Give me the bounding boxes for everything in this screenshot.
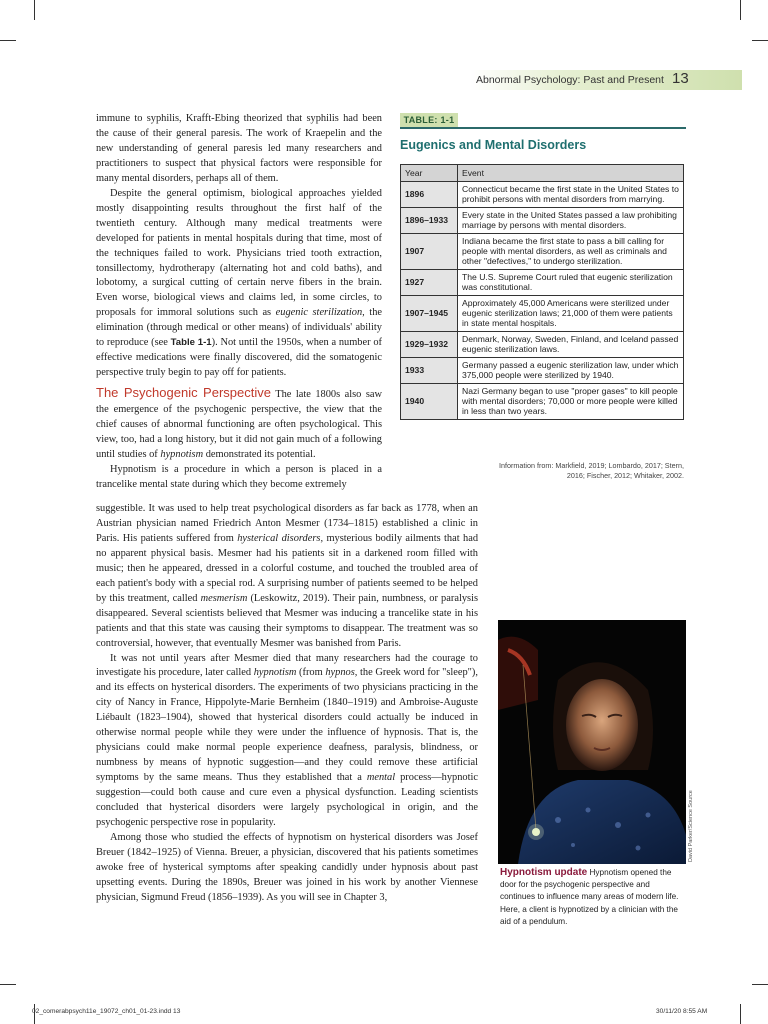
crop-mark [0, 40, 16, 41]
year-cell: 1907 [401, 233, 458, 269]
text-run: demonstrated its potential. [203, 448, 316, 460]
table-row [401, 269, 684, 295]
paragraph: Hypnotism is a procedure in which a person is placed in a trancelike mental state during which they become extremely [96, 463, 382, 490]
event-cell: The U.S. Supreme Court ruled that eugenic sterilization was constitutional. [458, 269, 684, 295]
text-emphasis: mesmerism [200, 592, 248, 604]
paragraph [96, 502, 478, 652]
event-cell: Every state in the United States passed a law prohibiting marriage by persons with mental disorders. [458, 207, 684, 233]
text-emphasis: hypnotism [253, 667, 297, 679]
left-column [96, 112, 382, 493]
crop-mark [0, 984, 16, 985]
text-run: ). Not until the 1950s, when a number of effective medications were finally discovered, did the somatogenic perspective truly begin to pay off for patients. [96, 337, 382, 379]
photo-illustration [498, 620, 686, 864]
photo-caption [500, 867, 686, 928]
table-row [401, 207, 684, 233]
text-run: process—hypnotic suggestion—could both cause and cure even a physical dysfunction. Leading scientists concluded that hysterical disorders were largely psychological in origin, and the psychogenic perspective rose in popularity. [96, 772, 479, 829]
table-header-row [401, 165, 684, 182]
text-run: Despite the general optimism, biological approaches yielded mostly disappointing results throughout the first half of the twentieth century. Although many medical treatments were developed for patients in mental hospitals during that time, most of the techniques failed to work. Physicians tried tooth extraction, tonsillectomy, hydrotherapy (alternating hot and cold baths), and lobotomy, a surgical cutting of certain nerve fibers in the brain. Even worse, biological views and claims led, in some circles, to proposals for immoral solutions such as [96, 187, 382, 319]
table-row [401, 295, 684, 331]
column-header-event: Event [458, 165, 684, 182]
crop-mark [740, 1004, 741, 1024]
text-emphasis: hypnos, [325, 667, 358, 679]
table-title: Eugenics and Mental Disorders [400, 138, 587, 152]
file-slug: 02_comerabpsych11e_19072_ch01_01-23.indd 13 [32, 1008, 181, 1015]
paragraph [96, 652, 478, 831]
text-run: (from [296, 667, 326, 679]
table-row [401, 331, 684, 357]
section-heading: The Psychogenic Perspective [96, 385, 271, 401]
year-cell: 1929–1932 [401, 331, 458, 357]
crop-mark [740, 0, 741, 20]
text-run: the elimination (through medical or other means) of individuals' ability to reproduce (see [96, 307, 383, 349]
table-row [401, 357, 684, 383]
event-cell: Germany passed a eugenic sterilization law, under which 375,000 people were sterilized by 1940. [458, 357, 684, 383]
paragraph: immune to syphilis, Krafft-Ebing theorized that syphilis had been the cause of their general paresis. The work of Kraepelin and the new understanding of general paresis led many researchers and practitioners to suspect that physical factors were responsible for many mental disorders, perhaps all of them. [96, 113, 382, 184]
table-reference: Table 1-1 [170, 337, 212, 349]
text-emphasis: hysterical disorders, [237, 532, 324, 544]
text-run: The late 1800s also saw the emergence of the psychogenic perspective, the view that the chief causes of abnormal functioning are often psychological. This view, too, had a long history, but it did not gain much of a following until studies of [96, 389, 382, 460]
year-cell: 1896 [401, 182, 458, 208]
paragraph [96, 386, 382, 463]
event-cell: Approximately 45,000 Americans were sterilized under eugenic sterilization laws; 21,000 of them were patients in state mental hospitals. [458, 295, 684, 331]
text-emphasis: hypnotism [160, 448, 204, 460]
column-header-year: Year [401, 165, 458, 182]
crop-mark [752, 40, 768, 41]
paragraph: Among those who studied the effects of hypnotism on hysterical disorders was Josef Breuer (1842–1925) of Vienna. Breuer, a physician, discovered that his patients sometimes awoke free of hysterical symptoms after speaking candidly under hypnosis about past upsetting events. During the 1890s, Breuer was joined in his work by another Viennese physician, Sigmund Freud (1856–1939). As you will see in Chapter 3, [96, 831, 478, 903]
table-rule [400, 127, 686, 129]
event-cell: Connecticut became the first state in the United States to prohibit persons with mental disorders from marrying. [458, 182, 684, 208]
text-run: (Leskowitz, 2019). Their pain, numbness, or paralysis disappeared. Several scientists believed that Mesmer was inducing a trancelike state in his patients and that this state was causing their symptoms to disappear. The treatment was so controversial, however, that eventually Mesmer was banished from Paris. [96, 592, 478, 649]
running-head: Abnormal Psychology: Past and Present [476, 74, 664, 86]
full-column [96, 502, 478, 906]
date-slug: 30/11/20 8:55 AM [656, 1008, 708, 1015]
page-number: 13 [672, 70, 689, 87]
event-cell: Indiana became the first state to pass a bill calling for people with mental disorders, as well as criminals and other "defectives," to undergo sterilization. [458, 233, 684, 269]
text-run: It was not until years after Mesmer died that many researchers had the courage to investigate his procedure, later called [96, 652, 478, 679]
table-row [401, 383, 684, 419]
event-cell: Nazi Germany began to use "proper gases" to kill people with mental disorders; 70,000 or more people were killed in less than two years. [458, 383, 684, 419]
table-source-note: Information from: Markfield, 2019; Lombardo, 2017; Stern, 2016; Fischer, 2012; Whitaker, 2002. [499, 461, 684, 480]
text-emphasis: eugenic sterilization, [275, 307, 365, 319]
eugenics-table [400, 164, 684, 420]
hypnotism-photo [498, 620, 686, 864]
year-cell: 1907–1945 [401, 295, 458, 331]
text-run: the Greek word for "sleep"), and its effects on hysterical disorders. The experiments of two physicians practicing in the city of Nancy in France, Hippolyte-Marie Bernheim (1840–1919) and Ambroise-Auguste Liébault (1823–1904), showed that hysterical disorders could actually be induced in otherwise normal people while they were under the influence of hypnosis. That is, the physicians could make normal people experience deafness, paralysis, blindness, or numbness by means of hypnotic suggestion—and they could remove these artificial symptoms by the same means. Thus they established that a [96, 667, 478, 784]
table-label: TABLE: 1-1 [400, 113, 458, 127]
year-cell: 1896–1933 [401, 207, 458, 233]
text-run: suggestible. It was used to help treat psychological disorders as far back as 1778, when an Austrian physician named Friedrich Anton Mesmer (1734–1815) established a clinic in Paris. His patients suffered from [96, 503, 478, 544]
table-row [401, 233, 684, 269]
year-cell: 1927 [401, 269, 458, 295]
year-cell: 1940 [401, 383, 458, 419]
event-cell: Denmark, Norway, Sweden, Finland, and Iceland passed eugenic sterilization laws. [458, 331, 684, 357]
caption-text: Hypnotism opened the door for the psychogenic perspective and continues to influence many areas of modern life. Here, a client is hypnotized by a clinician with the aid of a pendulum. [500, 868, 679, 926]
text-run: mysterious bodily ailments that had no apparent physical basis. Mesmer had his patients sit in a darkened room filled with music; then he appeared, dressed in a colorful costume, and touched the troubled area of each patient's body with a special rod. A surprising number of patients seemed to be helped by this treatment, called [96, 532, 479, 604]
year-cell: 1933 [401, 357, 458, 383]
caption-title: Hypnotism update [500, 867, 588, 878]
crop-mark [752, 984, 768, 985]
text-emphasis: mental [366, 772, 396, 784]
paragraph [96, 187, 382, 381]
photo-credit: David Parker/Science Source [688, 790, 694, 862]
crop-mark [34, 0, 35, 20]
table-row [401, 182, 684, 208]
